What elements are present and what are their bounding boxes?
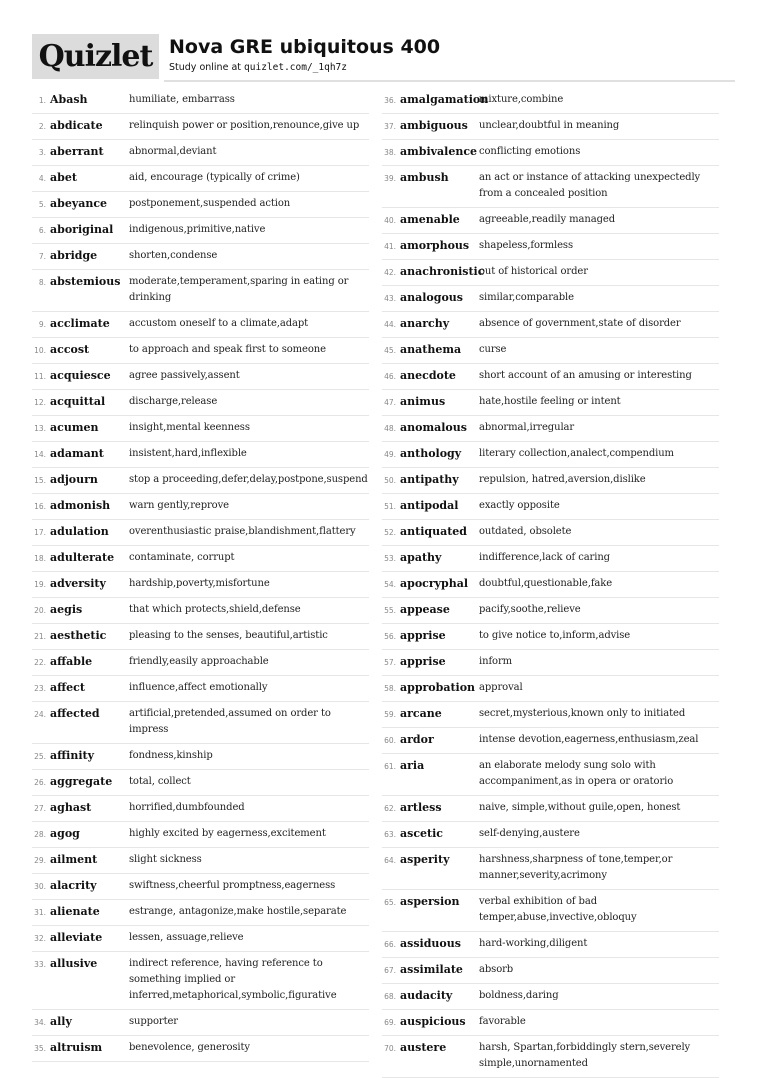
term-number: 10. — [34, 346, 46, 355]
term-number: 54. — [384, 580, 396, 589]
term-word: affected — [50, 707, 100, 720]
term-row — [32, 364, 369, 390]
term-row — [382, 958, 719, 984]
term-number: 35. — [34, 1044, 46, 1053]
term-row — [32, 1036, 369, 1062]
term-word: agog — [50, 827, 80, 840]
term-word: antipodal — [400, 499, 459, 512]
term-definition: inform — [479, 656, 513, 667]
term-word: alleviate — [50, 931, 103, 944]
term-row — [382, 984, 719, 1010]
term-word: anecdote — [400, 369, 456, 382]
term-word: apocryphal — [400, 577, 469, 590]
term-row — [32, 744, 369, 770]
page-subtitle — [169, 62, 347, 73]
term-number: 55. — [384, 606, 396, 615]
term-word: apprise — [400, 629, 446, 642]
term-number: 26. — [34, 778, 46, 787]
term-definition: contaminate, corrupt — [129, 552, 235, 563]
term-definition: abnormal,irregular — [479, 422, 575, 433]
term-list-left — [32, 88, 369, 1062]
term-definition: accustom oneself to a climate,adapt — [129, 318, 309, 329]
term-number: 1. — [38, 96, 46, 105]
term-number: 70. — [384, 1044, 396, 1053]
term-definition: artificial,pretended,assumed on order to impress — [129, 708, 331, 735]
term-word: aberrant — [50, 145, 104, 158]
subtitle-prefix: Study online at — [169, 62, 241, 73]
term-row — [32, 218, 369, 244]
term-definition: absorb — [479, 964, 514, 975]
term-row — [382, 676, 719, 702]
term-number: 5. — [38, 200, 46, 209]
term-row — [382, 598, 719, 624]
term-number: 32. — [34, 934, 46, 943]
term-definition: out of historical order — [479, 266, 588, 277]
term-row — [382, 140, 719, 166]
term-number: 37. — [384, 122, 396, 131]
term-number: 23. — [34, 684, 46, 693]
term-definition: conflicting emotions — [479, 146, 581, 157]
term-number: 18. — [34, 554, 46, 563]
term-number: 43. — [384, 294, 396, 303]
term-definition: an elaborate melody sung solo with accompaniment,as in opera or oratorio — [479, 760, 674, 787]
term-row — [32, 442, 369, 468]
term-number: 27. — [34, 804, 46, 813]
term-row — [32, 468, 369, 494]
term-number: 7. — [38, 252, 46, 261]
term-definition: total, collect — [129, 776, 191, 787]
term-definition: agreeable,readily managed — [479, 214, 615, 225]
term-row — [382, 390, 719, 416]
term-number: 19. — [34, 580, 46, 589]
term-word: alacrity — [50, 879, 97, 892]
term-row — [32, 926, 369, 952]
term-definition: aid, encourage (typically of crime) — [129, 172, 300, 183]
term-row — [32, 874, 369, 900]
term-row — [32, 702, 369, 744]
term-word: auspicious — [400, 1015, 466, 1028]
term-row — [382, 702, 719, 728]
term-row — [32, 848, 369, 874]
term-row — [382, 754, 719, 796]
term-number: 2. — [38, 122, 46, 131]
term-number: 68. — [384, 992, 396, 1001]
term-row — [32, 140, 369, 166]
term-word: appease — [400, 603, 450, 616]
term-word: aria — [400, 759, 425, 772]
term-number: 16. — [34, 502, 46, 511]
term-row — [382, 822, 719, 848]
term-word: allusive — [50, 957, 98, 970]
term-definition: discharge,release — [129, 396, 218, 407]
term-number: 25. — [34, 752, 46, 761]
term-definition: short account of an amusing or interesting — [479, 370, 692, 381]
term-number: 61. — [384, 762, 396, 771]
term-row — [382, 312, 719, 338]
term-row — [382, 572, 719, 598]
term-row — [32, 166, 369, 192]
term-number: 40. — [384, 216, 396, 225]
term-word: ascetic — [400, 827, 443, 840]
term-number: 44. — [384, 320, 396, 329]
term-row — [32, 244, 369, 270]
term-number: 65. — [384, 898, 396, 907]
term-number: 63. — [384, 830, 396, 839]
term-number: 52. — [384, 528, 396, 537]
term-definition: favorable — [479, 1016, 526, 1027]
term-number: 41. — [384, 242, 396, 251]
term-word: adjourn — [50, 473, 98, 486]
term-definition: overenthusiastic praise,blandishment,flattery — [129, 526, 356, 537]
term-row — [32, 416, 369, 442]
term-word: acumen — [50, 421, 99, 434]
term-definition: indifference,lack of caring — [479, 552, 610, 563]
term-word: adulterate — [50, 551, 115, 564]
term-word: apprise — [400, 655, 446, 668]
term-number: 29. — [34, 856, 46, 865]
term-row — [382, 728, 719, 754]
term-definition: hard-working,diligent — [479, 938, 588, 949]
term-row — [382, 468, 719, 494]
term-number: 39. — [384, 174, 396, 183]
term-definition: horrified,dumbfounded — [129, 802, 245, 813]
term-number: 46. — [384, 372, 396, 381]
term-word: ambiguous — [400, 119, 468, 132]
term-number: 4. — [38, 174, 46, 183]
term-number: 62. — [384, 804, 396, 813]
term-number: 36. — [384, 96, 396, 105]
term-definition: swiftness,cheerful promptness,eagerness — [129, 880, 336, 891]
term-definition: curse — [479, 344, 507, 355]
term-word: accost — [50, 343, 90, 356]
term-word: anathema — [400, 343, 462, 356]
term-definition: benevolence, generosity — [129, 1042, 250, 1053]
term-definition: intense devotion,eagerness,enthusiasm,zeal — [479, 734, 699, 745]
term-row — [382, 520, 719, 546]
term-definition: supporter — [129, 1016, 178, 1027]
term-definition: naive, simple,without guile,open, honest — [479, 802, 681, 813]
term-definition: repulsion, hatred,aversion,dislike — [479, 474, 646, 485]
term-row — [32, 520, 369, 546]
term-row — [382, 494, 719, 520]
term-row — [32, 676, 369, 702]
term-word: anachronistic — [400, 265, 485, 278]
term-word: alienate — [50, 905, 100, 918]
term-number: 53. — [384, 554, 396, 563]
term-number: 50. — [384, 476, 396, 485]
term-word: ailment — [50, 853, 98, 866]
term-definition: similar,comparable — [479, 292, 574, 303]
term-definition: approval — [479, 682, 523, 693]
page-title: Nova GRE ubiquitous 400 — [169, 36, 441, 58]
term-word: adamant — [50, 447, 104, 460]
term-number: 49. — [384, 450, 396, 459]
term-number: 3. — [38, 148, 46, 157]
term-definition: unclear,doubtful in meaning — [479, 120, 620, 131]
term-definition: stop a proceeding,defer,delay,postpone,suspend — [129, 474, 368, 485]
term-number: 11. — [34, 372, 46, 381]
term-word: analogous — [400, 291, 463, 304]
term-row — [32, 1010, 369, 1036]
term-number: 58. — [384, 684, 396, 693]
study-link[interactable]: quizlet.com/_1qh7z — [244, 62, 347, 73]
term-definition: to approach and speak first to someone — [129, 344, 326, 355]
term-definition: lessen, assuage,relieve — [129, 932, 244, 943]
term-word: aspersion — [400, 895, 460, 908]
term-row — [382, 88, 719, 114]
term-word: amorphous — [400, 239, 470, 252]
term-number: 28. — [34, 830, 46, 839]
term-definition: moderate,temperament,sparing in eating or drinking — [129, 276, 349, 303]
term-word: austere — [400, 1041, 447, 1054]
term-definition: hardship,poverty,misfortune — [129, 578, 270, 589]
term-row — [382, 1010, 719, 1036]
term-word: abeyance — [50, 197, 108, 210]
term-definition: slight sickness — [129, 854, 202, 865]
term-number: 20. — [34, 606, 46, 615]
term-definition: harshness,sharpness of tone,temper,or manner,severity,acrimony — [479, 854, 673, 881]
term-number: 21. — [34, 632, 46, 641]
term-word: audacity — [400, 989, 453, 1002]
term-word: aboriginal — [50, 223, 114, 236]
term-row — [32, 546, 369, 572]
term-definition: warn gently,reprove — [129, 500, 229, 511]
term-word: amenable — [400, 213, 460, 226]
term-word: Abash — [50, 93, 88, 106]
term-row — [382, 624, 719, 650]
term-word: ally — [50, 1015, 72, 1028]
term-row — [382, 796, 719, 822]
term-definition: absence of government,state of disorder — [479, 318, 681, 329]
term-row — [32, 572, 369, 598]
term-definition: friendly,easily approachable — [129, 656, 269, 667]
term-word: aggregate — [50, 775, 113, 788]
term-word: acclimate — [50, 317, 110, 330]
term-row — [382, 364, 719, 390]
term-word: affect — [50, 681, 85, 694]
term-word: antipathy — [400, 473, 459, 486]
term-number: 67. — [384, 966, 396, 975]
term-word: ambivalence — [400, 145, 478, 158]
term-row — [382, 1036, 719, 1078]
term-definition: to give notice to,inform,advise — [479, 630, 631, 641]
term-row — [382, 260, 719, 286]
term-number: 64. — [384, 856, 396, 865]
term-row — [382, 338, 719, 364]
term-row — [382, 114, 719, 140]
term-word: adulation — [50, 525, 109, 538]
term-definition: self-denying,austere — [479, 828, 580, 839]
term-definition: that which protects,shield,defense — [129, 604, 301, 615]
term-row — [32, 952, 369, 1010]
term-row — [32, 88, 369, 114]
term-definition: postponement,suspended action — [129, 198, 291, 209]
term-row — [382, 890, 719, 932]
term-word: abridge — [50, 249, 98, 262]
term-number: 9. — [38, 320, 46, 329]
term-word: acquiesce — [50, 369, 111, 382]
term-definition: fondness,kinship — [129, 750, 213, 761]
term-row — [382, 208, 719, 234]
term-number: 45. — [384, 346, 396, 355]
term-word: abstemious — [50, 275, 121, 288]
term-number: 24. — [34, 710, 46, 719]
term-definition: estrange, antagonize,make hostile,separate — [129, 906, 347, 917]
term-definition: indigenous,primitive,native — [129, 224, 266, 235]
page-header — [32, 34, 735, 80]
term-row — [382, 416, 719, 442]
term-word: anthology — [400, 447, 462, 460]
term-definition: shorten,condense — [129, 250, 218, 261]
term-number: 56. — [384, 632, 396, 641]
term-row — [32, 270, 369, 312]
term-word: adversity — [50, 577, 106, 590]
term-number: 69. — [384, 1018, 396, 1027]
term-definition: insight,mental keenness — [129, 422, 250, 433]
term-row — [382, 166, 719, 208]
term-definition: agree passively,assent — [129, 370, 240, 381]
term-number: 31. — [34, 908, 46, 917]
term-number: 48. — [384, 424, 396, 433]
term-word: artless — [400, 801, 442, 814]
term-number: 66. — [384, 940, 396, 949]
term-number: 13. — [34, 424, 46, 433]
term-word: assiduous — [400, 937, 461, 950]
term-number: 47. — [384, 398, 396, 407]
term-definition: insistent,hard,inflexible — [129, 448, 247, 459]
term-word: aesthetic — [50, 629, 107, 642]
term-row — [32, 390, 369, 416]
term-definition: literary collection,analect,compendium — [479, 448, 674, 459]
term-definition: outdated, obsolete — [479, 526, 572, 537]
term-word: aghast — [50, 801, 92, 814]
term-word: abdicate — [50, 119, 103, 132]
term-definition: hate,hostile feeling or intent — [479, 396, 621, 407]
term-definition: mixture,combine — [479, 94, 564, 105]
term-word: ambush — [400, 171, 449, 184]
term-number: 38. — [384, 148, 396, 157]
term-row — [32, 114, 369, 140]
term-word: approbation — [400, 681, 476, 694]
term-number: 15. — [34, 476, 46, 485]
term-word: arcane — [400, 707, 442, 720]
term-number: 8. — [38, 278, 46, 287]
term-number: 12. — [34, 398, 46, 407]
term-row — [382, 650, 719, 676]
term-definition: harsh, Spartan,forbiddingly stern,severely simple,unornamented — [479, 1042, 691, 1069]
term-word: admonish — [50, 499, 111, 512]
term-word: aegis — [50, 603, 83, 616]
header-divider — [164, 80, 735, 82]
term-word: asperity — [400, 853, 450, 866]
term-word: affable — [50, 655, 93, 668]
term-row — [382, 932, 719, 958]
term-word: acquittal — [50, 395, 106, 408]
term-definition: verbal exhibition of bad temper,abuse,invective,obloquy — [479, 896, 637, 923]
term-word: assimilate — [400, 963, 463, 976]
term-definition: boldness,daring — [479, 990, 559, 1001]
term-definition: relinquish power or position,renounce,give up — [129, 120, 360, 131]
term-row — [32, 338, 369, 364]
term-word: altruism — [50, 1041, 103, 1054]
term-definition: pacify,soothe,relieve — [479, 604, 581, 615]
term-definition: indirect reference, having reference to something implied or inferred,metaphorical,symbolic,figurative — [129, 958, 337, 1001]
term-word: affinity — [50, 749, 94, 762]
term-number: 33. — [34, 960, 46, 969]
term-number: 30. — [34, 882, 46, 891]
term-row — [32, 598, 369, 624]
term-row — [382, 546, 719, 572]
term-row — [32, 192, 369, 218]
term-number: 42. — [384, 268, 396, 277]
term-number: 51. — [384, 502, 396, 511]
term-word: abet — [50, 171, 77, 184]
term-number: 34. — [34, 1018, 46, 1027]
term-row — [382, 234, 719, 260]
term-definition: humiliate, embarrass — [129, 94, 235, 105]
term-row — [32, 796, 369, 822]
term-word: ardor — [400, 733, 434, 746]
term-word: amalgamation — [400, 93, 489, 106]
term-number: 14. — [34, 450, 46, 459]
quizlet-logo[interactable]: Quizlet — [32, 34, 159, 79]
term-row — [32, 494, 369, 520]
term-number: 60. — [384, 736, 396, 745]
term-word: antiquated — [400, 525, 467, 538]
term-word: apathy — [400, 551, 442, 564]
term-number: 22. — [34, 658, 46, 667]
term-number: 17. — [34, 528, 46, 537]
term-row — [32, 624, 369, 650]
term-row — [382, 848, 719, 890]
term-word: anomalous — [400, 421, 467, 434]
term-definition: doubtful,questionable,fake — [479, 578, 613, 589]
term-row — [32, 312, 369, 338]
term-word: anarchy — [400, 317, 450, 330]
term-definition: influence,affect emotionally — [129, 682, 268, 693]
term-number: 6. — [38, 226, 46, 235]
term-row — [32, 822, 369, 848]
term-row — [32, 650, 369, 676]
term-definition: pleasing to the senses, beautiful,artistic — [129, 630, 328, 641]
term-row — [32, 770, 369, 796]
term-row — [32, 900, 369, 926]
term-row — [382, 442, 719, 468]
term-word: animus — [400, 395, 446, 408]
term-list-right — [382, 88, 719, 1078]
term-number: 59. — [384, 710, 396, 719]
term-row — [382, 286, 719, 312]
term-definition: highly excited by eagerness,excitement — [129, 828, 326, 839]
term-definition: abnormal,deviant — [129, 146, 217, 157]
term-number: 57. — [384, 658, 396, 667]
term-definition: shapeless,formless — [479, 240, 573, 251]
term-definition: an act or instance of attacking unexpectedly from a concealed position — [479, 172, 701, 199]
term-definition: exactly opposite — [479, 500, 560, 511]
term-definition: secret,mysterious,known only to initiated — [479, 708, 686, 719]
